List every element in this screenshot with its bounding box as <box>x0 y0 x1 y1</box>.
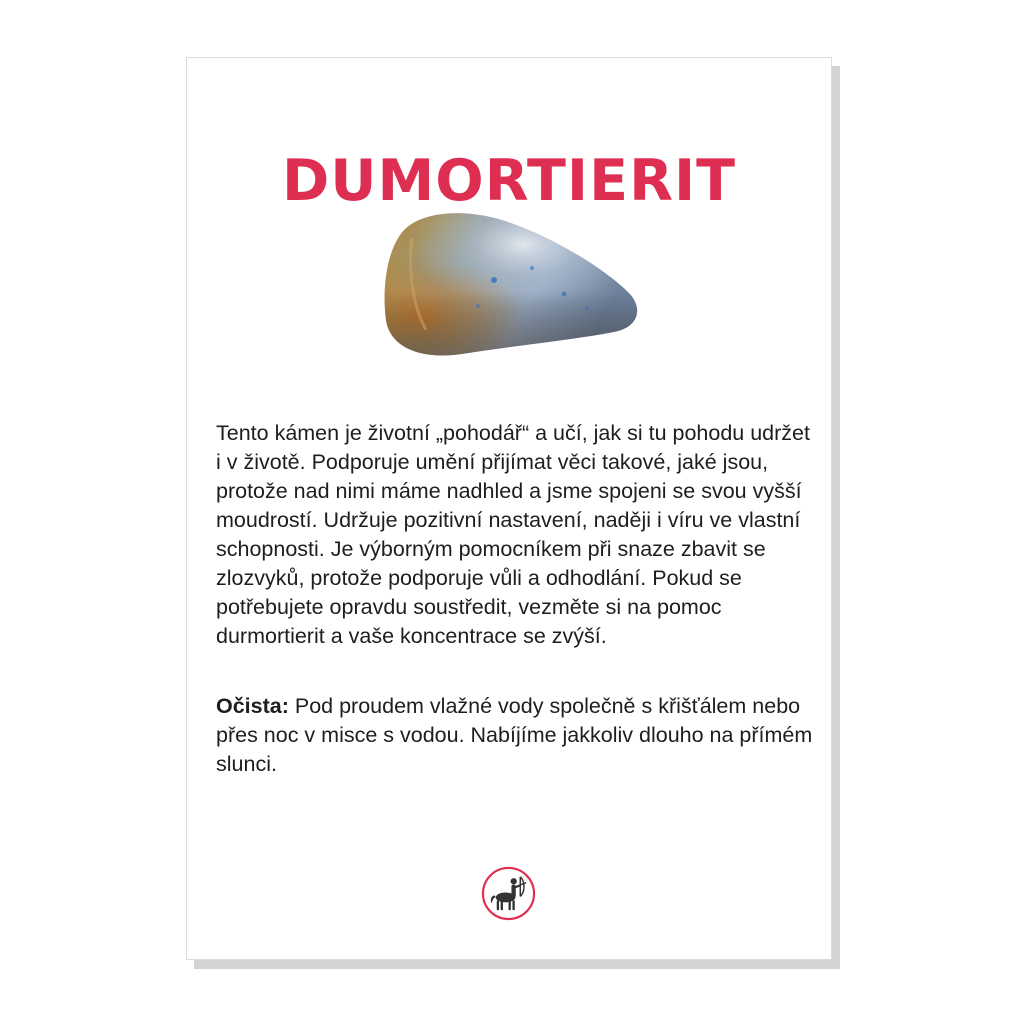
cleansing-section <box>216 692 816 779</box>
stone-title: DUMORTIERIT <box>281 148 737 214</box>
sagittarius-centaur-icon <box>481 866 536 921</box>
stone-image <box>382 208 647 358</box>
cleansing-label: Očista: <box>216 694 289 718</box>
stone-description: Tento kámen je životní „pohodář“ a učí, jak si tu pohodu udržet i v životě. Podporuje umění přijímat věci takové, jaké jsou, protože nad nimi máme nadhled a jsme spojeni se svou vyšší moudrostí. Udržuje pozitivní nastavení, naději i víru ve vlastní schopnosti. Je výborným pomocníkem při snaze zbavit se zlozvyků, protože podporuje vůli a odhodlání. Pokud se potřebujete opravdu soustředit, vezměte si na pomoc durmortierit a vaše koncentrace se zvýší. <box>216 421 810 648</box>
gemstone-card <box>186 57 832 960</box>
cleansing-text: Pod proudem vlažné vody společně s křišťálem nebo přes noc v misce s vodou. Nabíjíme jakkoliv dlouho na přímém slunci. <box>216 694 813 776</box>
